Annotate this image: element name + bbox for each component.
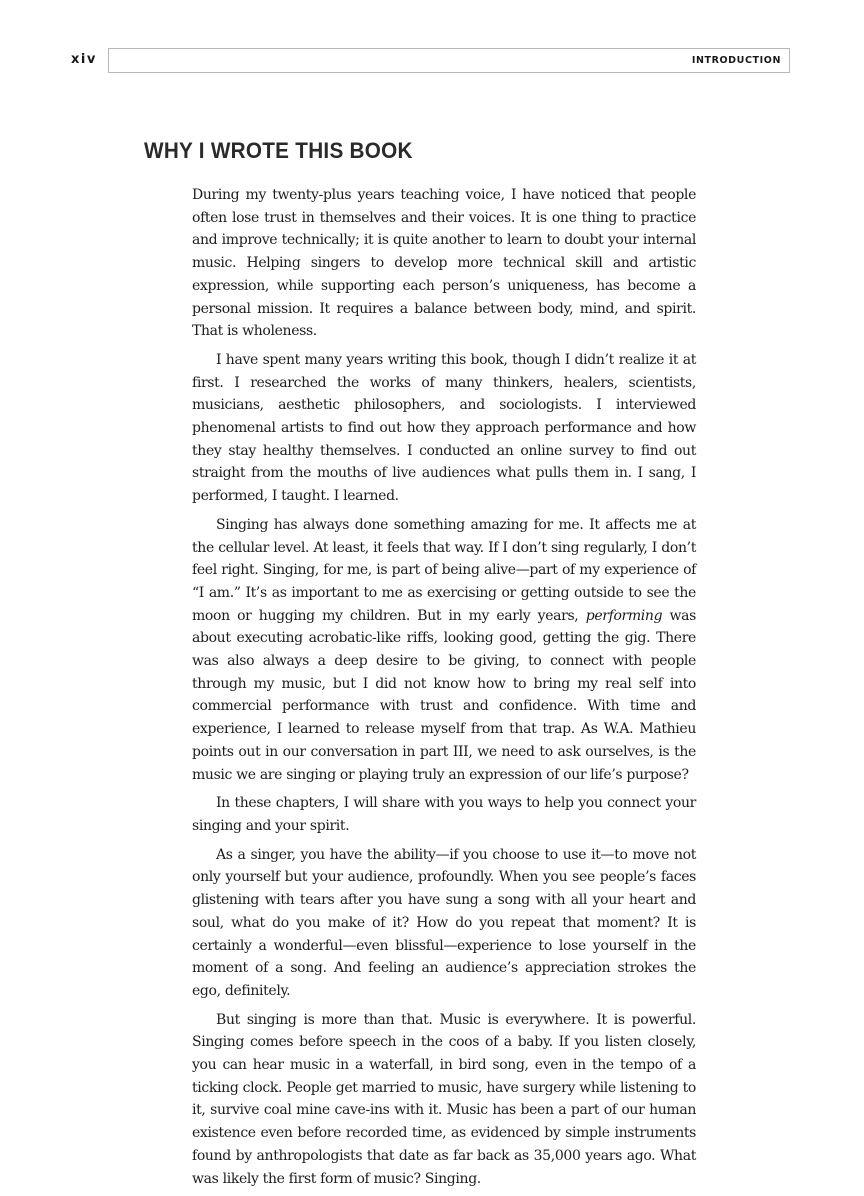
running-header-title: INTRODUCTION xyxy=(691,55,781,66)
paragraph-3 xyxy=(192,514,696,786)
section-heading: WHY I WROTE THIS BOOK xyxy=(144,138,413,163)
paragraph-1: During my twenty-plus years teaching voice, I have noticed that people often lose trust in themselves and their voices. It is one thing to practice and improve technically; it is quite another to learn to doubt your internal music. Helping singers to develop more technical skill and artistic expression, while supporting each person’s uniqueness, has become a personal mission. It requires a balance between body, mind, and spirit. That is wholeness. xyxy=(192,187,696,340)
paragraph-3-emphasis: performing xyxy=(585,607,663,624)
page-number: xiv xyxy=(71,52,97,67)
running-header xyxy=(108,48,790,73)
paragraph-3-text-after: was about executing acrobatic-like riffs, looking good, getting the gig. There was also always a deep desire to be giving, to connect with people through my music, but I did not know how to bring my real self into commercial performance with trust and confidence. With time and experience, I learned to release myself from that trap. As W.A. Mathieu points out in our conversation in part III, we need to ask ourselves, is the music we are singing or playing truly an expression of our life’s purpose? xyxy=(192,607,696,783)
paragraph-3-text-before: Singing has always done something amazing for me. It affects me at the cellular level. At least, it feels that way. If I don’t sing regularly, I don’t feel right. Singing, for me, is part of being alive—part of my experience of “I am.” It’s as important to me as exercising or getting outside to see the moon or hugging my children. But in my early years, xyxy=(192,516,696,624)
paragraph-2: I have spent many years writing this book, though I didn’t realize it at first. I researched the works of many thinkers, healers, scientists, musicians, aesthetic philosophers, and sociologists. I interviewed phenomenal artists to find out how they approach performance and how they stay healthy themselves. I conducted an online survey to find out straight from the mouths of live audiences what pulls them in. I sang, I performed, I taught. I learned. xyxy=(192,351,696,505)
paragraph-5: As a singer, you have the ability—if you choose to use it—to move not only yourself but your audience, profoundly. When you see people’s faces glistening with tears after you have sung a song with all your heart and soul, what do you make of it? How do you repeat that moment? It is certainly a wonderful—even blissful—experience to lose yourself in the moment of a song. And feeling an audience’s appreciation strokes the ego, definitely. xyxy=(192,846,696,999)
paragraph-4: In these chapters, I will share with you ways to help you connect your singing and your spirit. xyxy=(192,795,696,834)
paragraph-6: But singing is more than that. Music is everywhere. It is powerful. Singing comes before speech in the coos of a baby. If you listen closely, you can hear music in a waterfall, in bird song, even in the tempo of a ticking clock. People get married to music, have surgery while listening to it, survive coal mine cave-ins with it. Music has been a part of our human existence even before recorded time, as evidenced by simple instruments found by anthropologists that date as far back as 35,000 years ago. What was likely the first form of music? Singing. xyxy=(192,1011,696,1187)
body-text xyxy=(192,184,696,1196)
